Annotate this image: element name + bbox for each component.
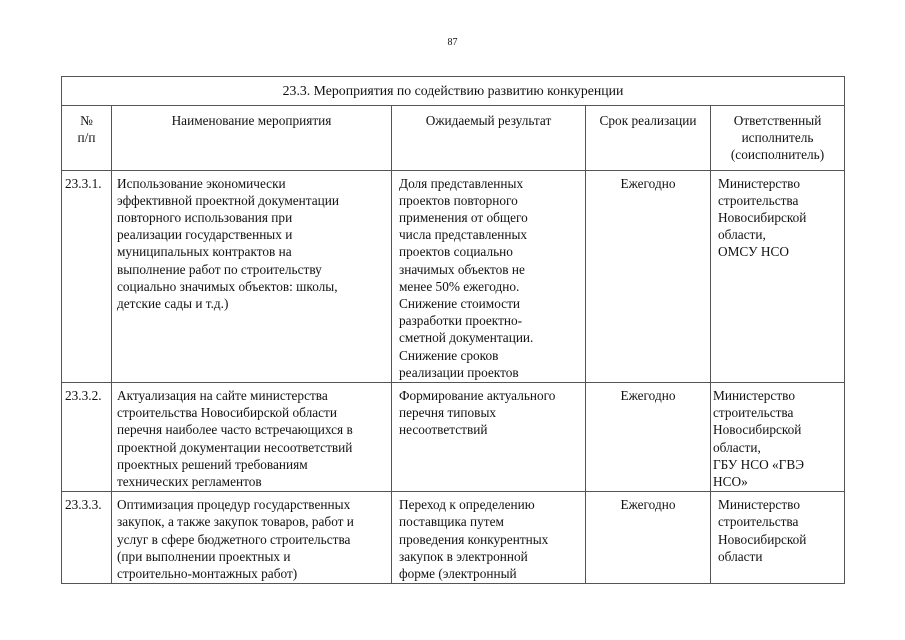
- text-line: области,: [718, 227, 766, 243]
- text-line: ГБУ НСО «ГВЭ: [713, 456, 804, 472]
- section-title: 23.3. Мероприятия по содействию развитию конкуренции: [62, 77, 845, 106]
- text-line: Новосибирской: [718, 210, 807, 226]
- text-line: несоответствий: [399, 422, 488, 438]
- text-line: строительства: [713, 405, 794, 421]
- executor: [711, 492, 845, 584]
- text-line: строительно-монтажных работ): [117, 566, 298, 582]
- text-line: социально значимых объектов: школы,: [117, 278, 338, 294]
- header-num: [62, 106, 112, 171]
- text-line: Переход к определению: [399, 497, 535, 513]
- text-line: числа представленных: [399, 227, 528, 243]
- expected-result: [392, 170, 586, 382]
- measures-table: [61, 76, 845, 584]
- text-line: проектной документации несоответствий: [117, 439, 353, 455]
- table-row: [62, 383, 845, 492]
- term: Ежегодно: [586, 170, 711, 382]
- text-line: строительства Новосибирской области: [117, 405, 337, 421]
- text-line: проведения конкурентных: [399, 531, 549, 547]
- text-line: разработки проектно-: [399, 313, 523, 329]
- text-line: повторного использования при: [117, 210, 293, 226]
- header-executor-line: (соисполнитель): [730, 147, 825, 163]
- text-line: выполнение работ по строительству: [117, 261, 322, 277]
- header-executor: [711, 106, 845, 171]
- text-line: проектов социально: [399, 244, 513, 260]
- text-line: менее 50% ежегодно.: [399, 278, 520, 294]
- header-num-line: №: [80, 113, 93, 128]
- row-number: 23.3.3.: [62, 492, 112, 584]
- text-line: реализации государственных и: [117, 227, 293, 243]
- text-line: закупок в электронной: [399, 548, 528, 564]
- text-line: ОМСУ НСО: [718, 244, 789, 260]
- row-number: 23.3.1.: [62, 170, 112, 382]
- table-row: [62, 170, 845, 382]
- measure-name: [112, 492, 392, 584]
- text-line: технических регламентов: [117, 474, 262, 490]
- header-term: Срок реализации: [586, 106, 711, 171]
- expected-result: [392, 492, 586, 584]
- text-line: области,: [713, 439, 761, 455]
- term: Ежегодно: [586, 383, 711, 492]
- text-line: сметной документации.: [399, 330, 534, 346]
- text-line: области: [718, 548, 763, 564]
- header-executor-line: Ответственный: [733, 113, 822, 128]
- expected-result: [392, 383, 586, 492]
- text-line: строительства: [718, 514, 799, 530]
- row-number: 23.3.2.: [62, 383, 112, 492]
- text-line: Министерство: [718, 497, 800, 513]
- header-result: Ожидаемый результат: [392, 106, 586, 171]
- header-num-line: п/п: [77, 130, 96, 146]
- text-line: проектов повторного: [399, 192, 518, 208]
- table-row: [62, 492, 845, 584]
- text-line: применения от общего: [399, 210, 528, 226]
- term: Ежегодно: [586, 492, 711, 584]
- text-line: НСО»: [713, 474, 748, 490]
- text-line: реализации проектов: [399, 364, 519, 380]
- text-line: Формирование актуального: [399, 388, 556, 404]
- measure-name: [112, 170, 392, 382]
- text-line: Доля представленных: [399, 175, 524, 191]
- text-line: Министерство: [713, 388, 795, 404]
- header-row: [62, 106, 845, 171]
- page-number: 87: [447, 37, 458, 48]
- text-line: Актуализация на сайте министерства: [117, 388, 328, 404]
- text-line: Новосибирской: [713, 422, 802, 438]
- text-line: Новосибирской: [718, 531, 807, 547]
- text-line: Оптимизация процедур государственных: [117, 497, 351, 513]
- text-line: детские сады и т.д.): [117, 296, 229, 312]
- text-line: Снижение сроков: [399, 347, 499, 363]
- text-line: муниципальных контрактов на: [117, 244, 292, 260]
- text-line: поставщика путем: [399, 514, 504, 530]
- text-line: закупок, а также закупок товаров, работ и: [117, 514, 354, 530]
- text-line: услуг в сфере бюджетного строительства: [117, 531, 351, 547]
- executor: [711, 383, 845, 492]
- text-line: Министерство: [718, 175, 800, 191]
- text-line: эффективной проектной документации: [117, 192, 339, 208]
- text-line: перечня наиболее часто встречающихся в: [117, 422, 353, 438]
- header-executor-line: исполнитель: [741, 130, 814, 146]
- header-name: Наименование мероприятия: [112, 106, 392, 171]
- text-line: (при выполнении проектных и: [117, 548, 291, 564]
- text-line: Снижение стоимости: [399, 296, 520, 312]
- text-line: перечня типовых: [399, 405, 497, 421]
- text-line: Использование экономически: [117, 175, 286, 191]
- text-line: значимых объектов не: [399, 261, 525, 277]
- executor: [711, 170, 845, 382]
- text-line: форме (электронный: [399, 566, 517, 582]
- measure-name: [112, 383, 392, 492]
- text-line: строительства: [718, 192, 799, 208]
- text-line: проектных решений требованиям: [117, 456, 308, 472]
